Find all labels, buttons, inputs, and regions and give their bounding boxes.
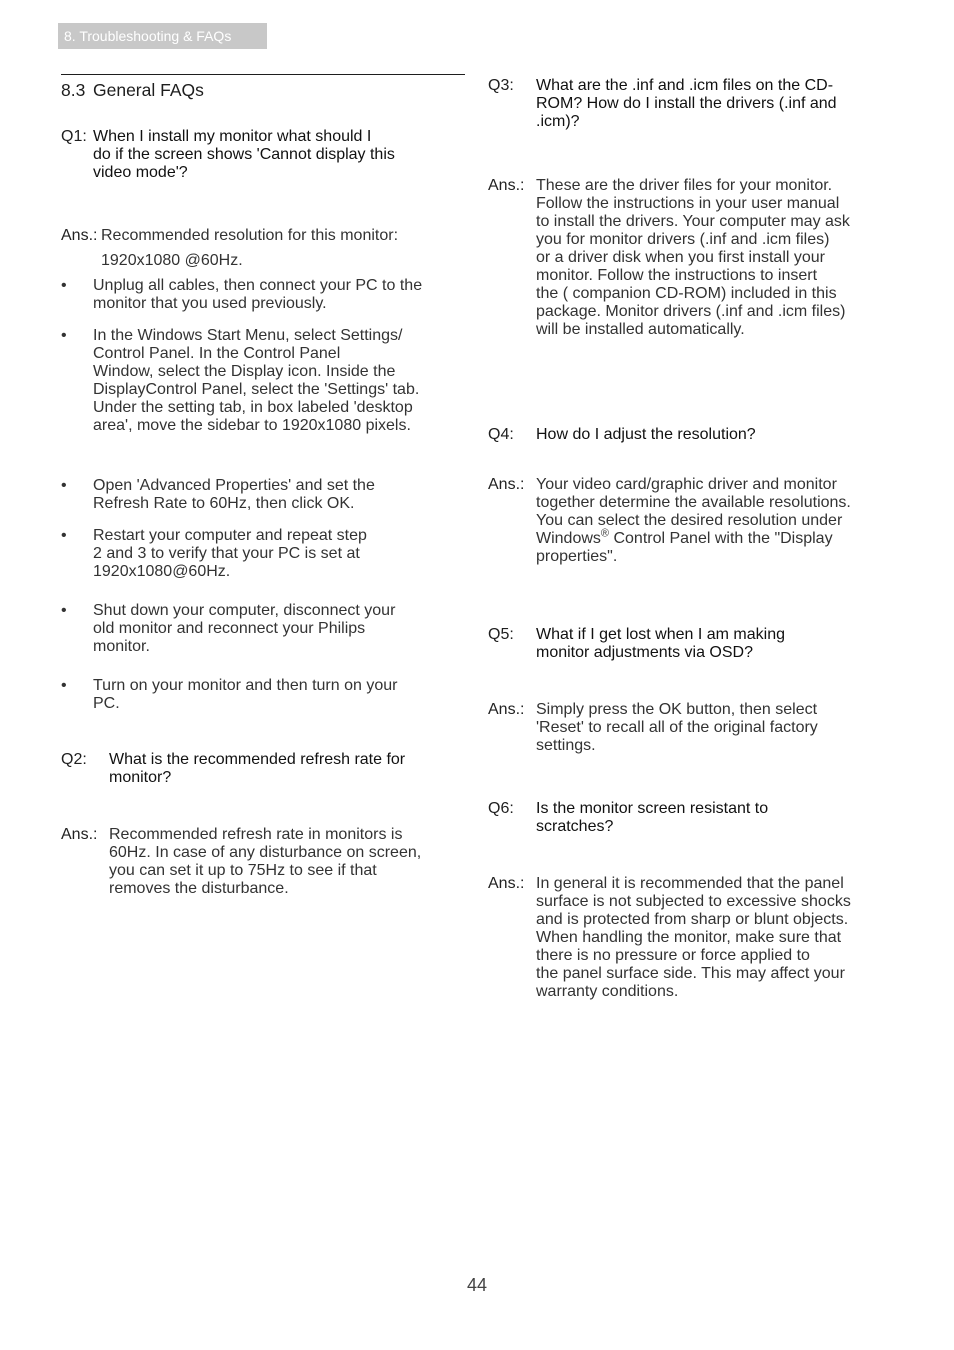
answer-line: Follow the instructions in your user manual [536,195,840,212]
question-line: What is the recommended refresh rate for [109,751,406,768]
bullet-line: Unplug all cables, then connect your PC to the [93,277,423,294]
bullet-icon: • [61,277,67,294]
question-6 [488,800,898,850]
answer-line: Recommended refresh rate in monitors is [109,826,403,843]
question-label: Q2: [61,751,87,768]
list-item [61,477,466,527]
question-line: monitor? [109,769,172,786]
answer-line: surface is not subjected to excessive shocks [536,893,851,910]
bullet-line: Window, select the Display icon. Inside the [93,363,396,380]
bullet-line: Open 'Advanced Properties' and set the [93,477,375,494]
question-label: Q4: [488,426,514,443]
answer-line: These are the driver files for your monitor. [536,177,833,194]
bullet-line: Refresh Rate to 60Hz, then click OK. [93,495,355,512]
answer-line: and is protected from sharp or blunt objects. [536,911,849,928]
question-line: What are the .inf and .icm files on the CD- [536,77,834,94]
question-line: When I install my monitor what should I [93,128,372,145]
answer-line: together determine the available resolutions. [536,494,851,511]
section-number: 8.3 [61,80,86,100]
list-item [61,602,466,677]
bullet-icon: • [61,602,67,619]
answer-5 [488,701,898,776]
question-line: Is the monitor screen resistant to [536,800,769,817]
bullet-line: monitor that you used previously. [93,295,327,312]
question-5 [488,626,898,676]
bullet-line: 2 and 3 to verify that your PC is set at [93,545,360,562]
question-line: scratches? [536,818,614,835]
answer-line: the ( companion CD-ROM) included in this [536,285,837,302]
answer-line: will be installed automatically. [536,321,745,338]
answer-2 [61,826,466,926]
heading-rule [61,74,465,75]
page-number: 44 [466,1275,488,1295]
bullet-line: Control Panel. In the Control Panel [93,345,341,362]
answer-line: package. Monitor drivers (.inf and .icm files) [536,303,846,320]
question-label: Q6: [488,800,514,817]
answer-label: Ans.: [488,875,525,892]
question-label: Q5: [488,626,514,643]
bullet-icon: • [61,677,67,694]
answer-line: properties". [536,548,618,565]
bullet-line: area', move the sidebar to 1920x1080 pixels. [93,417,411,434]
list-item [61,277,466,327]
question-1 [61,128,466,203]
answer-line: When handling the monitor, make sure that [536,929,842,946]
answer-line: settings. [536,737,596,754]
answer-3 [488,177,898,402]
bullet-line: PC. [93,695,120,712]
section-title: General FAQs [93,80,204,100]
answer-line: 'Reset' to recall all of the original factory [536,719,818,736]
answer-line: the panel surface side. This may affect your [536,965,845,982]
question-4 [488,426,898,451]
bullet-line: Under the setting tab, in box labeled 'desktop [93,399,413,416]
answer-line: warranty conditions. [536,983,679,1000]
question-line: do if the screen shows 'Cannot display this [93,146,395,163]
list-item [61,527,466,602]
question-label: Q1: [61,128,87,145]
question-line: What if I get lost when I am making [536,626,785,643]
bullet-line: Restart your computer and repeat step [93,527,367,544]
bullet-line: Shut down your computer, disconnect your [93,602,396,619]
answer-line: Your video card/graphic driver and monitor [536,476,837,493]
question-2 [61,751,466,801]
answer-4 [488,476,898,601]
bullet-line: DisplayControl Panel, select the 'Settings' tab. [93,381,420,398]
answer-line: Simply press the OK button, then select [536,701,818,718]
bullet-icon: • [61,527,67,544]
answer-6 [488,875,898,1050]
bullet-line: In the Windows Start Menu, select Settings/ [93,327,403,344]
answer-line: you for monitor drivers (.inf and .icm files) [536,231,830,248]
answer-line: 60Hz. In case of any disturbance on screen, [109,844,422,861]
answer-line: In general it is recommended that the panel [536,875,844,892]
answer-line: You can select the desired resolution under [536,512,843,529]
question-3 [488,77,898,152]
section-heading [61,78,204,103]
answer-line: removes the disturbance. [109,880,289,897]
answer-label: Ans.: [488,476,525,493]
answer-line: you can set it up to 75Hz to see if that [109,862,377,879]
answer-line: Recommended resolution for this monitor: [101,227,399,244]
bullet-line: Turn on your monitor and then turn on your [93,677,398,694]
answer-line: or a driver disk when you first install your [536,249,825,266]
question-line: How do I adjust the resolution? [536,426,756,443]
list-item [61,677,466,727]
answer-1 [61,227,466,277]
windows-text: Windows [536,530,601,547]
answer-label: Ans.: [488,701,525,718]
registered-mark: ® [600,527,610,540]
answer-label: Ans.: [61,826,98,843]
question-line: video mode'? [93,164,188,181]
control-panel-text: Control Panel with the "Display [609,530,833,547]
answer-line [536,527,898,548]
question-label: Q3: [488,77,514,94]
answer-line: monitor. Follow the instructions to insert [536,267,818,284]
answer-label: Ans.: [488,177,525,194]
list-item [61,327,466,477]
answer-line: there is no pressure or force applied to [536,947,810,964]
question-line: monitor adjustments via OSD? [536,644,753,661]
bullet-line: monitor. [93,638,150,655]
bullet-icon: • [61,477,67,494]
question-line: ROM? How do I install the drivers (.inf and [536,95,837,112]
answer-line: 1920x1080 @60Hz. [101,252,243,269]
bullet-icon: • [61,327,67,344]
bullet-line: old monitor and reconnect your Philips [93,620,366,637]
question-line: .icm)? [536,113,580,130]
answer-label: Ans.: [61,227,98,244]
answer-line: to install the drivers. Your computer may ask [536,213,850,230]
section-tab: 8. Troubleshooting & FAQs [58,23,267,49]
bullet-line: 1920x1080@60Hz. [93,563,231,580]
